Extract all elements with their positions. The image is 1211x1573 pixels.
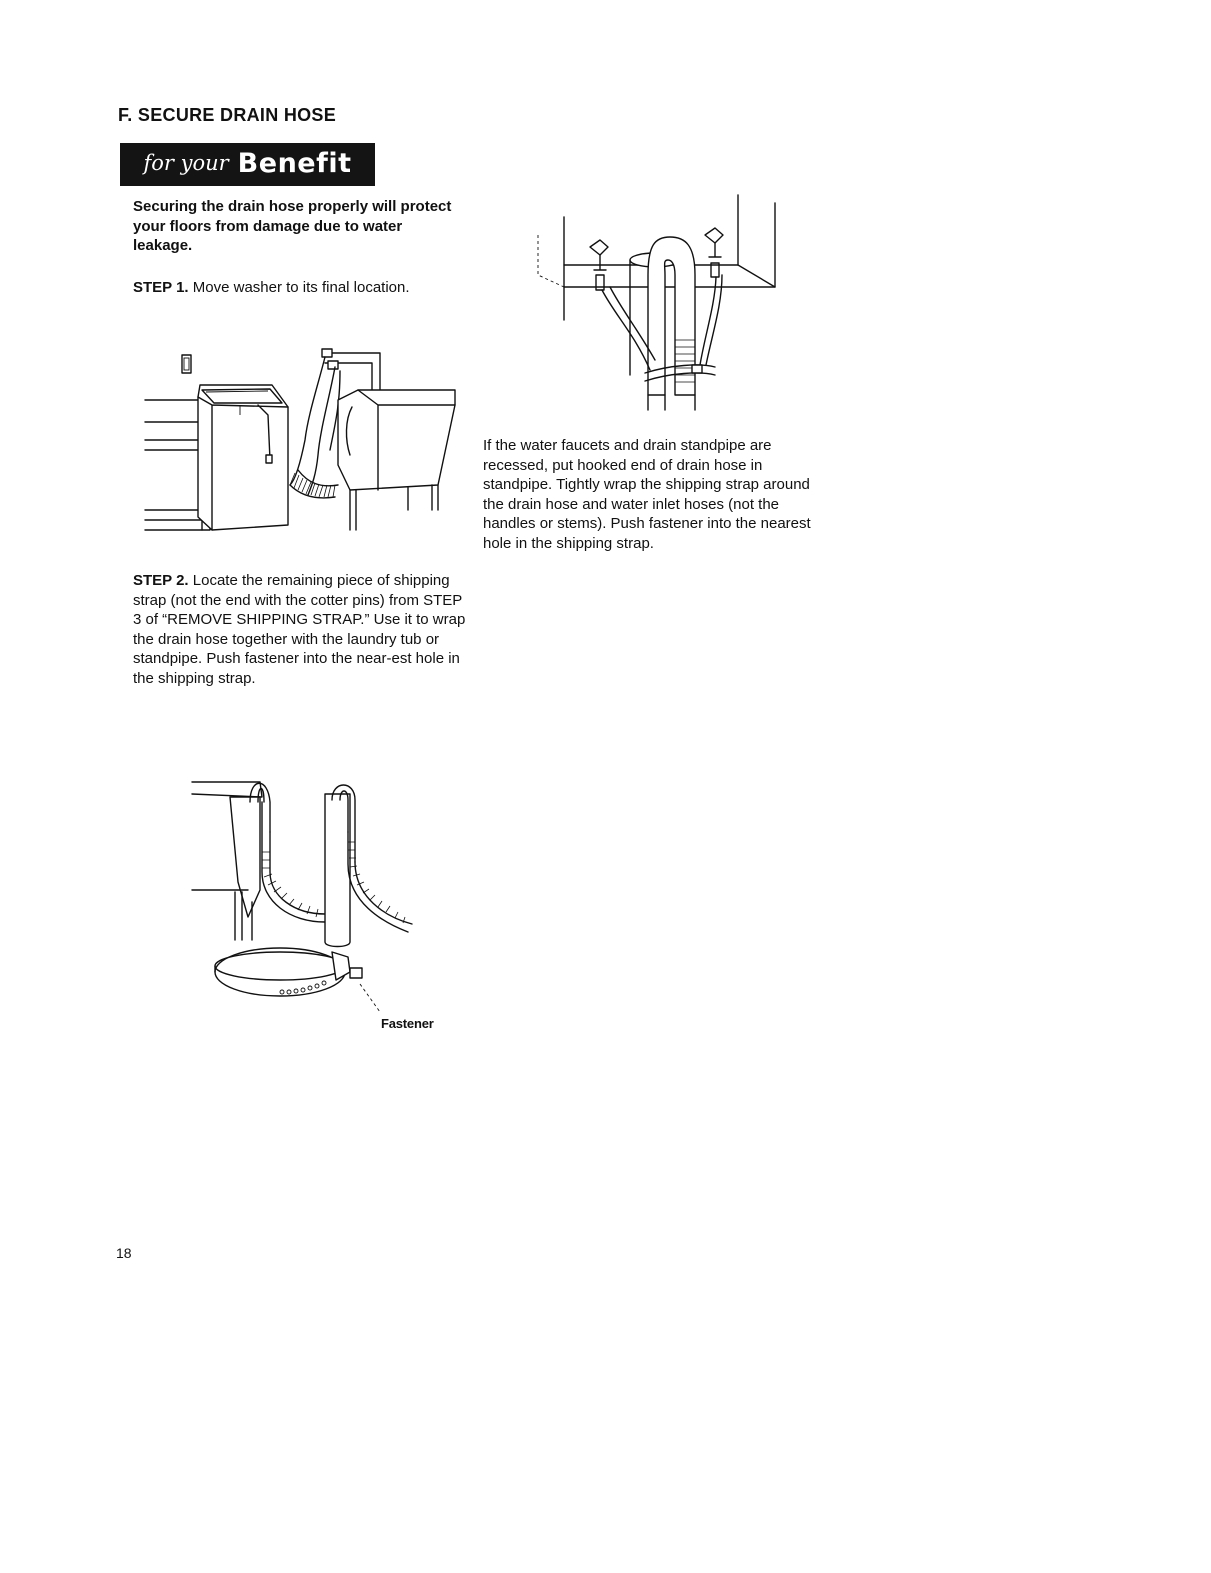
step-2 (133, 571, 473, 688)
banner-big-text: Benefit (237, 147, 352, 179)
banner-small-text: for your (143, 151, 229, 175)
step-1 (133, 278, 423, 298)
shipping-strap-fastener-illustration (190, 772, 430, 1022)
recessed-instructions: If the water faucets and drain standpipe are recessed, put hooked end of drain hose in standpipe. Tightly wrap the shipping strap around the drain hose and water inlet hoses (not the handles or stems). Push fastener into the nearest hole in the shipping strap. (483, 437, 811, 552)
washer-and-laundry-tub-illustration (140, 345, 470, 555)
for-your-benefit-banner (120, 143, 375, 186)
fastener-label: Fastener (381, 1016, 434, 1031)
page-number: 18 (116, 1245, 132, 1261)
step-2-label: STEP 2. (133, 572, 189, 589)
recessed-faucets-standpipe-illustration (530, 195, 790, 415)
step-1-text: Move washer to its final location. (192, 279, 410, 296)
step-1-label: STEP 1. (133, 279, 189, 296)
step-2-text: Locate the remaining piece of shipping strap (not the end with the cotter pins) from STEP 3 of “REMOVE SHIPPING STRAP.” Use it to wrap the drain hose together with the laundry tub or standpipe. Push fastener into the near-est hole in the shipping strap. (133, 572, 466, 687)
benefit-text: Securing the drain hose properly will protect your floors from damage due to water leakage. (133, 198, 452, 254)
section-title: F. SECURE DRAIN HOSE (118, 105, 337, 125)
